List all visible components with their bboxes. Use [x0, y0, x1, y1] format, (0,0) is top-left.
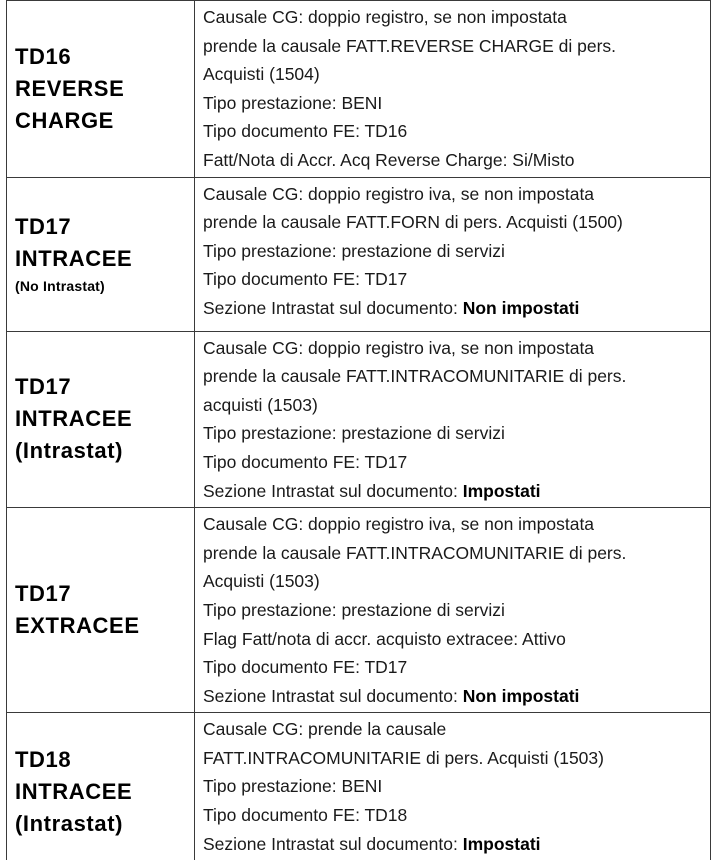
intrastat-section-line	[203, 830, 704, 859]
description-line: Causale CG: doppio registro iva, se non impostata	[203, 514, 595, 535]
description-line: Causale CG: doppio registro iva, se non impostata	[203, 337, 595, 358]
doc-type-cell	[7, 177, 195, 331]
intrastat-section-label: Sezione Intrastat sul documento:	[203, 297, 463, 318]
intrastat-section-label: Sezione Intrastat sul documento:	[203, 833, 463, 854]
doc-type-label: INTRACEE	[15, 246, 133, 272]
doc-type-label: CHARGE	[15, 107, 114, 133]
description-line: prende la causale FATT.INTRACOMUNITARIE di pers.	[203, 542, 627, 563]
doc-type-label: (Intrastat)	[15, 810, 124, 836]
intrastat-section-label: Sezione Intrastat sul documento:	[203, 480, 463, 501]
description-line: Tipo documento FE: TD17	[203, 269, 408, 290]
intrastat-section-value: Impostati	[462, 480, 541, 501]
table-row-td17-extracee	[7, 508, 711, 713]
description-line: Tipo prestazione: prestazione di servizi	[203, 240, 505, 261]
intrastat-section-value: Non impostati	[462, 297, 580, 318]
intrastat-section-line	[203, 682, 704, 711]
description-line: Tipo documento FE: TD16	[203, 121, 408, 142]
description-cell	[195, 713, 711, 860]
intrastat-section-value: Impostati	[462, 833, 541, 854]
description-cell	[195, 508, 711, 713]
description-line: Tipo documento FE: TD17	[203, 657, 408, 678]
description-line: Tipo prestazione: prestazione di servizi	[203, 599, 505, 620]
description-line: prende la causale FATT.FORN di pers. Acquisti (1500)	[203, 212, 623, 233]
doc-type-label: EXTRACEE	[15, 613, 140, 639]
table-row-td16-reverse-charge	[7, 1, 711, 178]
doc-type-label: (Intrastat)	[15, 438, 124, 464]
description-line: Causale CG: doppio registro, se non impostata	[203, 7, 567, 27]
description-line: prende la causale FATT.INTRACOMUNITARIE di pers.	[203, 366, 627, 387]
description-line: Flag Fatt/nota di accr. acquisto extracee: Attivo	[203, 628, 566, 649]
table-row-td18-intracee-intrastat	[7, 713, 711, 860]
doc-type-code: TD18	[15, 746, 72, 772]
description-line: Causale CG: doppio registro iva, se non impostata	[203, 183, 595, 204]
doc-type-note: (No Intrastat)	[15, 278, 105, 295]
description-line: Tipo prestazione: BENI	[203, 776, 383, 797]
description-line: Tipo prestazione: BENI	[203, 92, 383, 113]
description-line: Acquisti (1504)	[203, 64, 320, 85]
intrastat-section-label: Sezione Intrastat sul documento:	[203, 685, 463, 706]
doc-type-cell	[7, 331, 195, 508]
doc-type-label: INTRACEE	[15, 778, 133, 804]
intrastat-section-value: Non impostati	[462, 685, 580, 706]
doc-type-cell	[7, 1, 195, 178]
description-line: Fatt/Nota di Accr. Acq Reverse Charge: Si/Misto	[203, 149, 575, 170]
doc-type-code: TD17	[15, 374, 72, 400]
intrastat-section-line	[203, 294, 704, 323]
description-cell	[195, 331, 711, 508]
table-row-td17-intracee-intrastat	[7, 331, 711, 508]
description-line: acquisti (1503)	[203, 394, 318, 415]
doc-type-cell	[7, 508, 195, 713]
doc-type-code: TD16	[15, 43, 72, 69]
description-cell	[195, 177, 711, 331]
description-line: Causale CG: prende la causale	[203, 719, 447, 740]
description-line: prende la causale FATT.REVERSE CHARGE di pers.	[203, 35, 617, 56]
doc-type-code: TD17	[15, 581, 72, 607]
description-line: FATT.INTRACOMUNITARIE di pers. Acquisti (1503)	[203, 747, 604, 768]
description-line: Tipo prestazione: prestazione di servizi	[203, 423, 505, 444]
doc-type-label: INTRACEE	[15, 406, 133, 432]
doc-type-label: REVERSE	[15, 75, 125, 101]
intrastat-section-line	[203, 477, 704, 506]
doc-type-code: TD17	[15, 214, 72, 240]
document-type-table	[6, 0, 711, 860]
description-line: Acquisti (1503)	[203, 571, 320, 592]
description-cell	[195, 1, 711, 178]
description-line: Tipo documento FE: TD17	[203, 451, 408, 472]
table-row-td17-intracee-no-intrastat	[7, 177, 711, 331]
description-line: Tipo documento FE: TD18	[203, 805, 408, 826]
doc-type-cell	[7, 713, 195, 860]
